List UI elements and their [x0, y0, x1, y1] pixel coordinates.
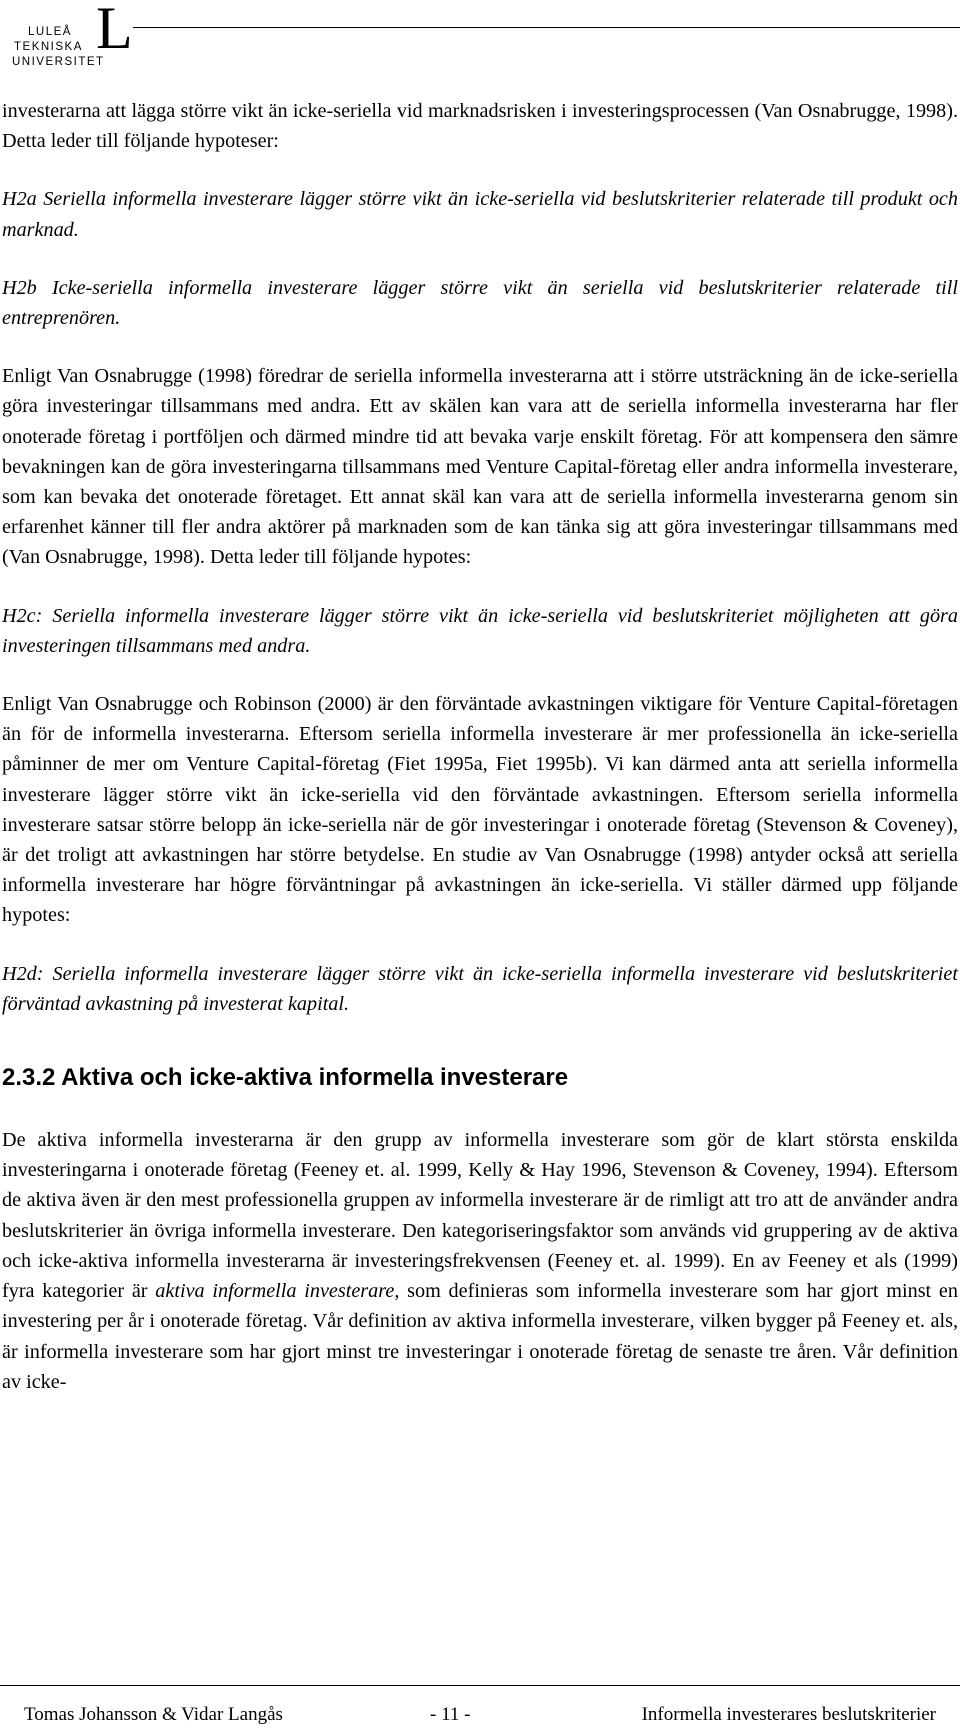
- page-header: [0, 0, 960, 70]
- footer-title: Informella investerares beslutskriterier: [641, 1704, 936, 1725]
- logo-mark: L: [96, 0, 133, 61]
- paragraph-active-investors: [2, 1125, 958, 1397]
- paragraph-coinvestment: Enligt Van Osnabrugge (1998) föredrar de seriella informella investerarna att i större utsträckning än de icke-seriella göra investeringar tillsammans med andra. Ett av skälen kan vara att de seriella informella investerarna har fler onoterade företag i portföljen och därmed mindre tid att bevaka varje enskilt företag. För att kompensera den sämre bevakningen kan de göra investeringarna tillsammans med Venture Capital-företag eller andra informella investerare, som kan bevaka det onoterade företaget. Ett annat skäl kan vara att de seriella informella investerarna genom sin erfarenhet känner till fler andra aktörer på marknaden som de kan tänka sig att göra investeringar tillsammans med (Van Osnabrugge, 1998). Detta leder till följande hypotes:: [2, 365, 958, 569]
- section-heading: [2, 1063, 958, 1093]
- logo-text-line3: UNIVERSITET: [12, 56, 105, 68]
- footer-page-number: - 11 -: [430, 1704, 471, 1725]
- logo-text-line1: LULEÅ: [28, 26, 72, 38]
- hypothesis-h2d: H2d: Seriella informella investerare lägger större vikt än icke-seriella informella investerare vid beslutskriteriet förväntad avkastning på investerat kapital.: [2, 962, 958, 1015]
- footer-rule: [0, 1685, 960, 1686]
- footer-authors: Tomas Johansson & Vidar Langås: [24, 1704, 283, 1725]
- paragraph-text-part2: , som definieras som informella investerare som har gjort minst en investering per år i onoterade företag. Vår definition av aktiva informella investerare, vilken bygger på Feeney et. als, är informella investerare som har gjort minst tre investeringar i onoterade företag de senaste tre åren. Vår definition av icke-: [2, 1280, 958, 1393]
- section-number: 2.3.2: [2, 1064, 56, 1092]
- document-body: [2, 96, 958, 1397]
- header-rule: [133, 27, 960, 28]
- hypothesis-h2b: H2b Icke-seriella informella investerare lägger större vikt än seriella vid beslutskriterier relaterade till entreprenören.: [2, 276, 958, 330]
- university-logo: [10, 0, 140, 68]
- paragraph-text-part1: De aktiva informella investerarna är den grupp av informella investerare som gör de klart största enskilda investeringarna i onoterade företag (Feeney et. al. 1999, Kelly & Hay 1996, Stevenson & Coveney, 1994). Eftersom de aktiva även är den mest professionella gruppen av informella investerare är de rimligt att tro att de använder andra beslutskriterier än övriga informella investerare. Den kategoriseringsfaktor som används vid gruppering av de aktiva och icke-aktiva informella investerarna är investeringsfrekvensen (Feeney et. al. 1999). En av Feeney et als (1999) fyra kategorier är: [2, 1129, 958, 1303]
- logo-text-line2: TEKNISKA: [14, 41, 83, 53]
- paragraph-return: Enligt Van Osnabrugge och Robinson (2000) är den förväntade avkastningen viktigare för Venture Capital-företagen än för de informella investerarna. Eftersom seriella informella investerare är mer professionella än icke-seriella påminner de mer om Venture Capital-företag (Fiet 1995a, Fiet 1995b). Vi kan därmed anta att seriella informella investerare lägger större vikt än icke-seriella vid den förväntade avkastningen. Eftersom seriella informella investerare satsar större belopp än icke-seriella när de gör investeringar i onoterade företag (Stevenson & Coveney), är det troligt att avkastningen har större betydelse. En studie av Van Osnabrugge (1998) antyder också att seriella informella investerare har högre förväntningar på avkastningen än icke-seriella. Vi ställer därmed upp följande hypotes:: [2, 693, 958, 927]
- hypothesis-h2c: H2c: Seriella informella investerare lägger större vikt än icke-seriella vid beslutskriteriet möjligheten att göra investeringen tillsammans med andra.: [2, 604, 958, 657]
- page-footer: [24, 1702, 936, 1728]
- section-title: Aktiva och icke-aktiva informella investerare: [61, 1064, 569, 1092]
- hypothesis-h2a: H2a Seriella informella investerare lägger större vikt än icke-seriella vid beslutskriterier relaterade till produkt och marknad.: [2, 188, 958, 241]
- paragraph-italic-term: aktiva informella investerare: [155, 1280, 395, 1303]
- paragraph-intro: investerarna att lägga större vikt än icke-seriella vid marknadsrisken i investeringsprocessen (Van Osnabrugge, 1998). Detta leder till följande hypoteser:: [2, 100, 958, 153]
